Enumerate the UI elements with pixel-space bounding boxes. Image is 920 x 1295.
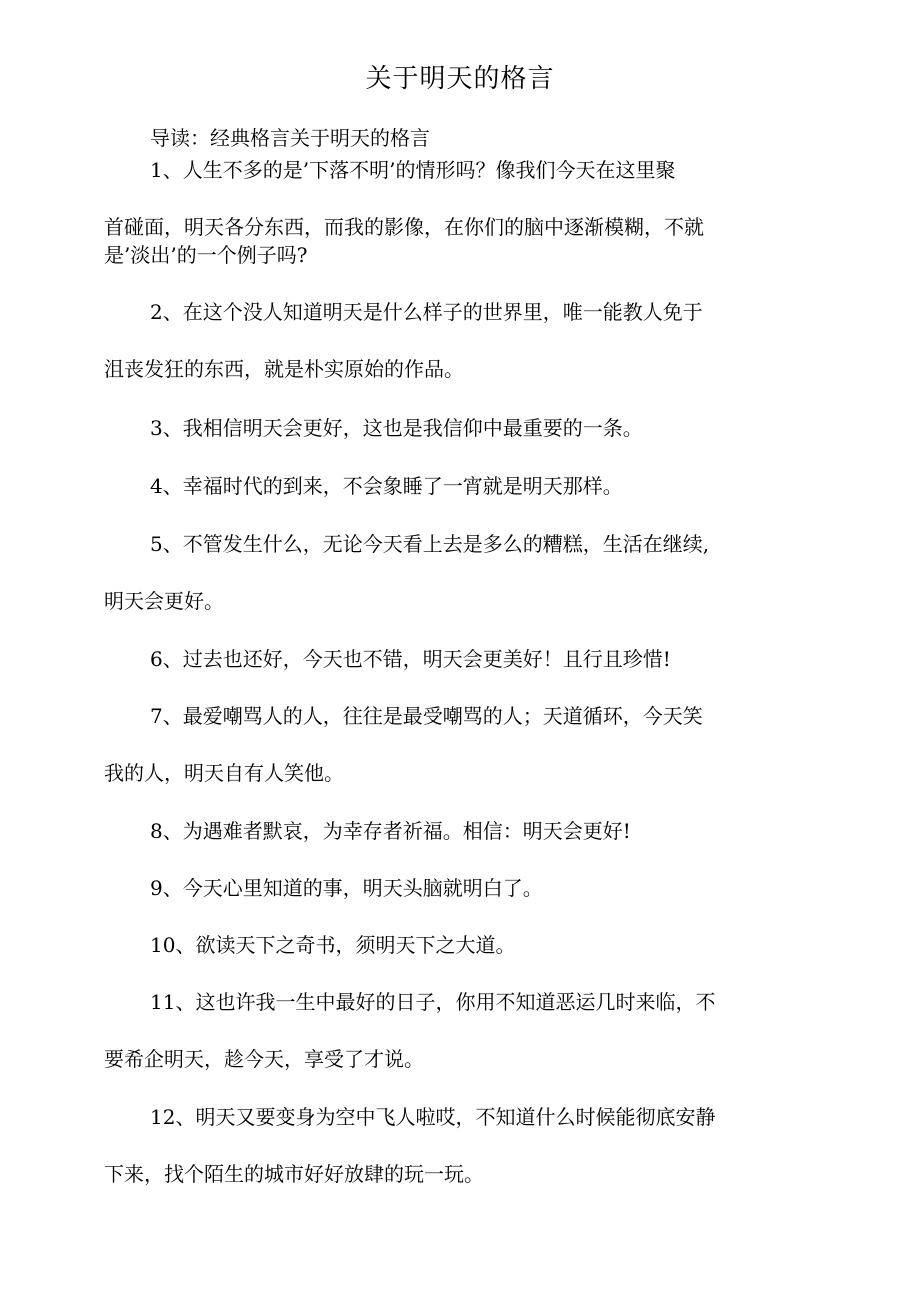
quote-item-7 — [104, 702, 816, 787]
quote-item-8 — [104, 817, 816, 845]
quote-line: 12、明天又要变身为空中飞人啦哎，不知道什么时候能彻底安静 — [150, 1105, 716, 1129]
quote-line: 我的人，明天自有人笑他。 — [104, 761, 344, 785]
quote-line: 7、最爱嘲骂人的人，往往是最受嘲骂的人；天道循环，今天笑 — [150, 704, 703, 728]
intro-line: 导读：经典格言关于明天的格言 — [150, 126, 430, 150]
quote-line: 要希企明天，趁今天，享受了才说。 — [104, 1047, 424, 1071]
quote-line: 4、幸福时代的到来，不会象睡了一宵就是明天那样。 — [150, 474, 623, 498]
quote-line: 8、为遇难者默哀，为幸存者祈福。相信：明天会更好! — [150, 819, 631, 843]
quote-line: 9、今天心里知道的事，明天头脑就明白了。 — [150, 876, 543, 900]
quote-item-10 — [104, 931, 816, 959]
quote-item-11 — [104, 988, 816, 1073]
quote-item-2 — [104, 298, 816, 383]
quote-item-9 — [104, 874, 816, 902]
document-title: 关于明天的格言 — [365, 64, 555, 94]
quote-line: 5、不管发生什么，无论今天看上去是多么的糟糕，生活在继续, — [150, 532, 710, 556]
quote-line: 沮丧发狂的东西，就是朴实原始的作品。 — [104, 357, 464, 381]
quote-line: 下来，找个陌生的城市好好放肆的玩一玩。 — [104, 1162, 484, 1186]
quote-item-12 — [104, 1103, 816, 1188]
quote-item-3 — [104, 414, 816, 442]
quote-line: 2、在这个没人知道明天是什么样子的世界里，唯一能教人免于 — [150, 300, 703, 324]
quote-line: 1、人生不多的是’下落不明’的情形吗？像我们今天在这里聚 — [150, 158, 676, 182]
quote-line: 3、我相信明天会更好，这也是我信仰中最重要的一条。 — [150, 416, 643, 440]
quote-line: 是’淡出’的一个例子吗? — [104, 243, 308, 267]
quote-item-5 — [104, 530, 816, 615]
quote-line: 首碰面，明天各分东西，而我的影像，在你们的脑中逐渐模糊，不就 — [104, 215, 704, 239]
quote-item-6 — [104, 645, 816, 673]
quote-line: 11、这也许我一生中最好的日子，你用不知道恶运几时来临，不 — [150, 990, 716, 1014]
quote-line: 6、过去也还好，今天也不错，明天会更美好！且行且珍惜! — [150, 647, 671, 671]
quote-line: 10、欲读天下之奇书，须明天下之大道。 — [150, 933, 516, 957]
quote-item-4 — [104, 472, 816, 500]
quote-line: 明天会更好。 — [104, 589, 224, 613]
quote-item-1 — [104, 156, 816, 269]
